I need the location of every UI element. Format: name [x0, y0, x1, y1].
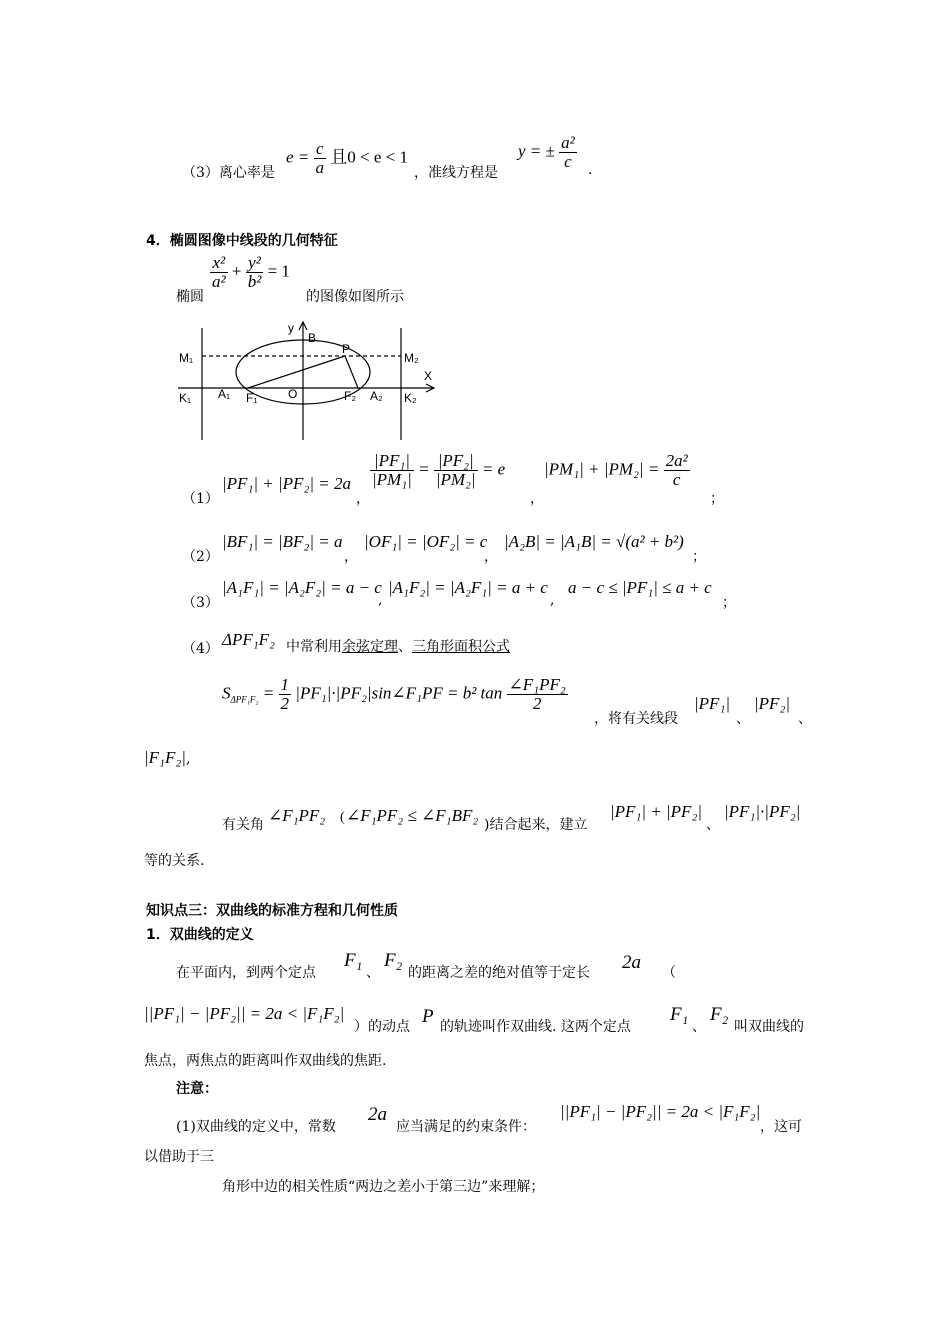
angle-pre: 有关角: [222, 817, 264, 833]
frac-num: |PF₂|: [434, 452, 478, 471]
frac-den: c: [672, 469, 681, 489]
note-1c: ，这可: [760, 1119, 802, 1135]
area-tail: ，将有关线段: [594, 711, 678, 727]
frac-den: c: [564, 151, 572, 171]
item-1-sep2: ，: [530, 491, 544, 507]
seg-pf2: |PF₂|: [754, 694, 791, 713]
directrix-label: ，准线方程是: [414, 165, 498, 181]
seg-sep1: 、: [736, 711, 750, 727]
label-f1: F₁: [246, 391, 258, 405]
x2-over-a2: [210, 254, 228, 291]
frac-num: |PF₁|: [370, 452, 414, 471]
note-1d: 以借助于三: [144, 1149, 214, 1165]
label-b: B: [308, 331, 317, 345]
ellipse-equation: [210, 254, 290, 291]
intro-post: 的图像如图所示: [306, 289, 404, 305]
area-s: S: [222, 683, 231, 703]
plus-sign: +: [231, 261, 242, 281]
section-4-heading: 4．椭圆图像中线段的几何特征: [146, 233, 338, 249]
frac-num: c: [314, 140, 327, 159]
item-2-label: （2）: [182, 549, 219, 565]
label-k2: K₂: [404, 391, 417, 405]
def-p2b: 的轨迹叫作双曲线. 这两个定点: [440, 1019, 631, 1035]
frac-num: a²: [561, 133, 575, 152]
item-4-text: [286, 636, 510, 656]
label-a2: A₂: [370, 389, 383, 403]
seg-f1f2: |F₁F₂|: [144, 748, 186, 767]
note-1e: 角形中边的相关性质“两边之差小于第三边”来理解；: [222, 1179, 545, 1195]
seg-f1f2-line: [144, 748, 190, 768]
def-condition: ||PF₁| − |PF₂|| = 2a < |F₁F₂|: [144, 1004, 345, 1023]
angle-over-2: [507, 676, 568, 713]
item-1-end: ；: [710, 491, 724, 507]
triangle-area-formula: 三角形面积公式: [412, 639, 510, 655]
angle-line-end: 等的关系.: [144, 853, 205, 869]
def-f1: F₁: [344, 950, 363, 971]
label-p: P: [342, 342, 351, 356]
dir-head: y = ±: [518, 141, 555, 161]
note-heading: 注意：: [176, 1081, 218, 1097]
note-1-2a: 2a: [368, 1104, 387, 1125]
item-4-dot: 、: [398, 639, 412, 655]
segment-pf2: [345, 356, 358, 388]
frac-num: ∠F₁PF₂: [508, 675, 566, 694]
def-f1b: F₁: [670, 1004, 689, 1025]
frac-num: 1: [280, 675, 290, 694]
paren-open: (: [340, 810, 345, 825]
frac-den: |PM₂|: [435, 469, 476, 489]
item-3-range: a − c ≤ |PF₁| ≤ a + c: [568, 578, 712, 597]
def-p1b: 的距离之差的绝对值等于定长: [408, 965, 590, 981]
note-1b: 应当满足的约束条件：: [396, 1119, 536, 1135]
area-sub: ΔPF₁F₂: [230, 694, 259, 705]
note-1a: (1)双曲线的定义中，常数: [176, 1119, 336, 1135]
seg-f1f2-end: ,: [185, 751, 191, 767]
paren-close: )结合起来，建立: [484, 817, 588, 833]
item-3-af-plus: |A₁F₂| = |A₂F₁| = a + c: [388, 578, 548, 597]
item-2-end: ；: [692, 549, 706, 565]
angle-cond: ∠F₁PF₂ ≤ ∠F₁BF₂: [346, 806, 479, 825]
area-formula: [222, 676, 568, 713]
item-1-sep: ，: [356, 491, 370, 507]
relation-sum: |PF₁| + |PF₂|: [610, 802, 703, 821]
note-1-condition: ||PF₁| − |PF₂|| = 2a < |F₁F₂|: [560, 1102, 761, 1121]
item-3-label: （3）: [182, 595, 219, 611]
pf1-over-pm1: [370, 452, 414, 489]
frac-num: x²: [210, 254, 228, 273]
def-f2: F₂: [384, 950, 403, 971]
equals: =: [418, 459, 430, 479]
frac-num: y²: [246, 254, 264, 273]
item-2-sep1: ，: [344, 549, 358, 565]
period: .: [588, 162, 593, 178]
seg-pf1: |PF₁|: [694, 694, 731, 713]
relation-product: |PF₁|·|PF₂|: [724, 802, 801, 821]
def-p2a: ）的动点: [354, 1019, 410, 1035]
e-head: e =: [286, 147, 310, 167]
segment-pf1: [248, 356, 345, 388]
item-3-af-minus: |A₁F₁| = |A₂F₂| = a − c: [222, 578, 382, 597]
label-m1: M₁: [179, 351, 194, 365]
frac-den: 2: [280, 693, 290, 713]
hyperbola-heading: 知识点三：双曲线的标准方程和几何性质: [146, 903, 398, 919]
label-f2: F₂: [344, 389, 356, 403]
def-p: P: [422, 1006, 434, 1027]
def-paren: （: [662, 965, 676, 981]
item-1-sum: |PF₁| + |PF₂| = 2a: [222, 474, 351, 493]
frac-den: |PM₁|: [372, 469, 412, 489]
item-1-pm-sum: [544, 452, 690, 489]
y2-over-b2: [246, 254, 264, 291]
ellipse-diagram: [176, 318, 446, 446]
item-2-bf: |BF₁| = |BF₂| = a: [222, 532, 343, 551]
label-a1: A₁: [218, 387, 231, 401]
item-3-end: ；: [722, 595, 736, 611]
hyperbola-def-heading: 1．双曲线的定义: [146, 927, 254, 943]
item-1-ratio: [370, 452, 505, 489]
relation-sep: 、: [706, 817, 720, 833]
pm-head: |PM₁| + |PM₂| =: [544, 459, 660, 479]
one-half: [279, 676, 292, 713]
eccentricity-formula: [286, 140, 408, 177]
def-f2b: F₂: [710, 1004, 729, 1025]
label-k1: K₁: [179, 391, 192, 405]
eccentricity-label: （3）离心率是: [182, 165, 275, 181]
angle-f1pf2: ∠F₁PF₂: [268, 806, 326, 825]
e-condition: 且0 < e < 1: [330, 147, 409, 167]
def-p1a: 在平面内，到两个定点: [176, 965, 316, 981]
area-mid: |PF₁|·|PF₂|sin∠F₁PF = b² tan: [295, 683, 503, 703]
def-2a: 2a: [622, 952, 641, 973]
frac-num: 2a²: [665, 451, 688, 470]
label-o: O: [288, 387, 298, 401]
item-3-sep1: ,: [378, 592, 383, 608]
frac-den: b²: [247, 271, 262, 291]
def-sep: 、: [366, 965, 380, 981]
item-2-sep2: ，: [484, 549, 498, 565]
seg-sep2: 、: [798, 711, 812, 727]
item-4-prefix: 中常利用: [286, 639, 342, 655]
def-p3: 焦点，两焦点的距离叫作双曲线的焦距.: [144, 1053, 387, 1069]
c-over-a: [314, 140, 327, 177]
directrix-formula: [518, 134, 577, 171]
label-m2: M₂: [404, 351, 419, 365]
label-y: y: [288, 321, 294, 335]
item-3-sep2: ,: [550, 592, 555, 608]
pf2-over-pm2: [434, 452, 478, 489]
frac-den: a: [315, 157, 325, 177]
item-2-of: |OF₁| = |OF₂| = c: [364, 532, 488, 551]
item-1-label: （1）: [182, 491, 219, 507]
intro-pre: 椭圆: [176, 289, 204, 305]
item-4-label: （4）: [182, 641, 219, 657]
frac-den: a²: [212, 271, 226, 291]
equals: =: [262, 683, 275, 703]
2a2-over-c: [664, 452, 690, 489]
a2-over-c: [559, 134, 577, 171]
def-p2c: 叫双曲线的: [734, 1019, 804, 1035]
eq-rhs: = 1: [267, 261, 290, 281]
law-of-cosines: 余弦定理: [342, 639, 398, 655]
frac-den: 2: [532, 693, 542, 713]
item-4-triangle: ΔPF₁F₂: [222, 630, 275, 649]
label-x: X: [424, 369, 433, 383]
ratio-tail: = e: [481, 459, 506, 479]
def-sep2: 、: [692, 1019, 706, 1035]
item-2-ab: |A₂B| = |A₁B| = √(a² + b²): [504, 532, 684, 551]
